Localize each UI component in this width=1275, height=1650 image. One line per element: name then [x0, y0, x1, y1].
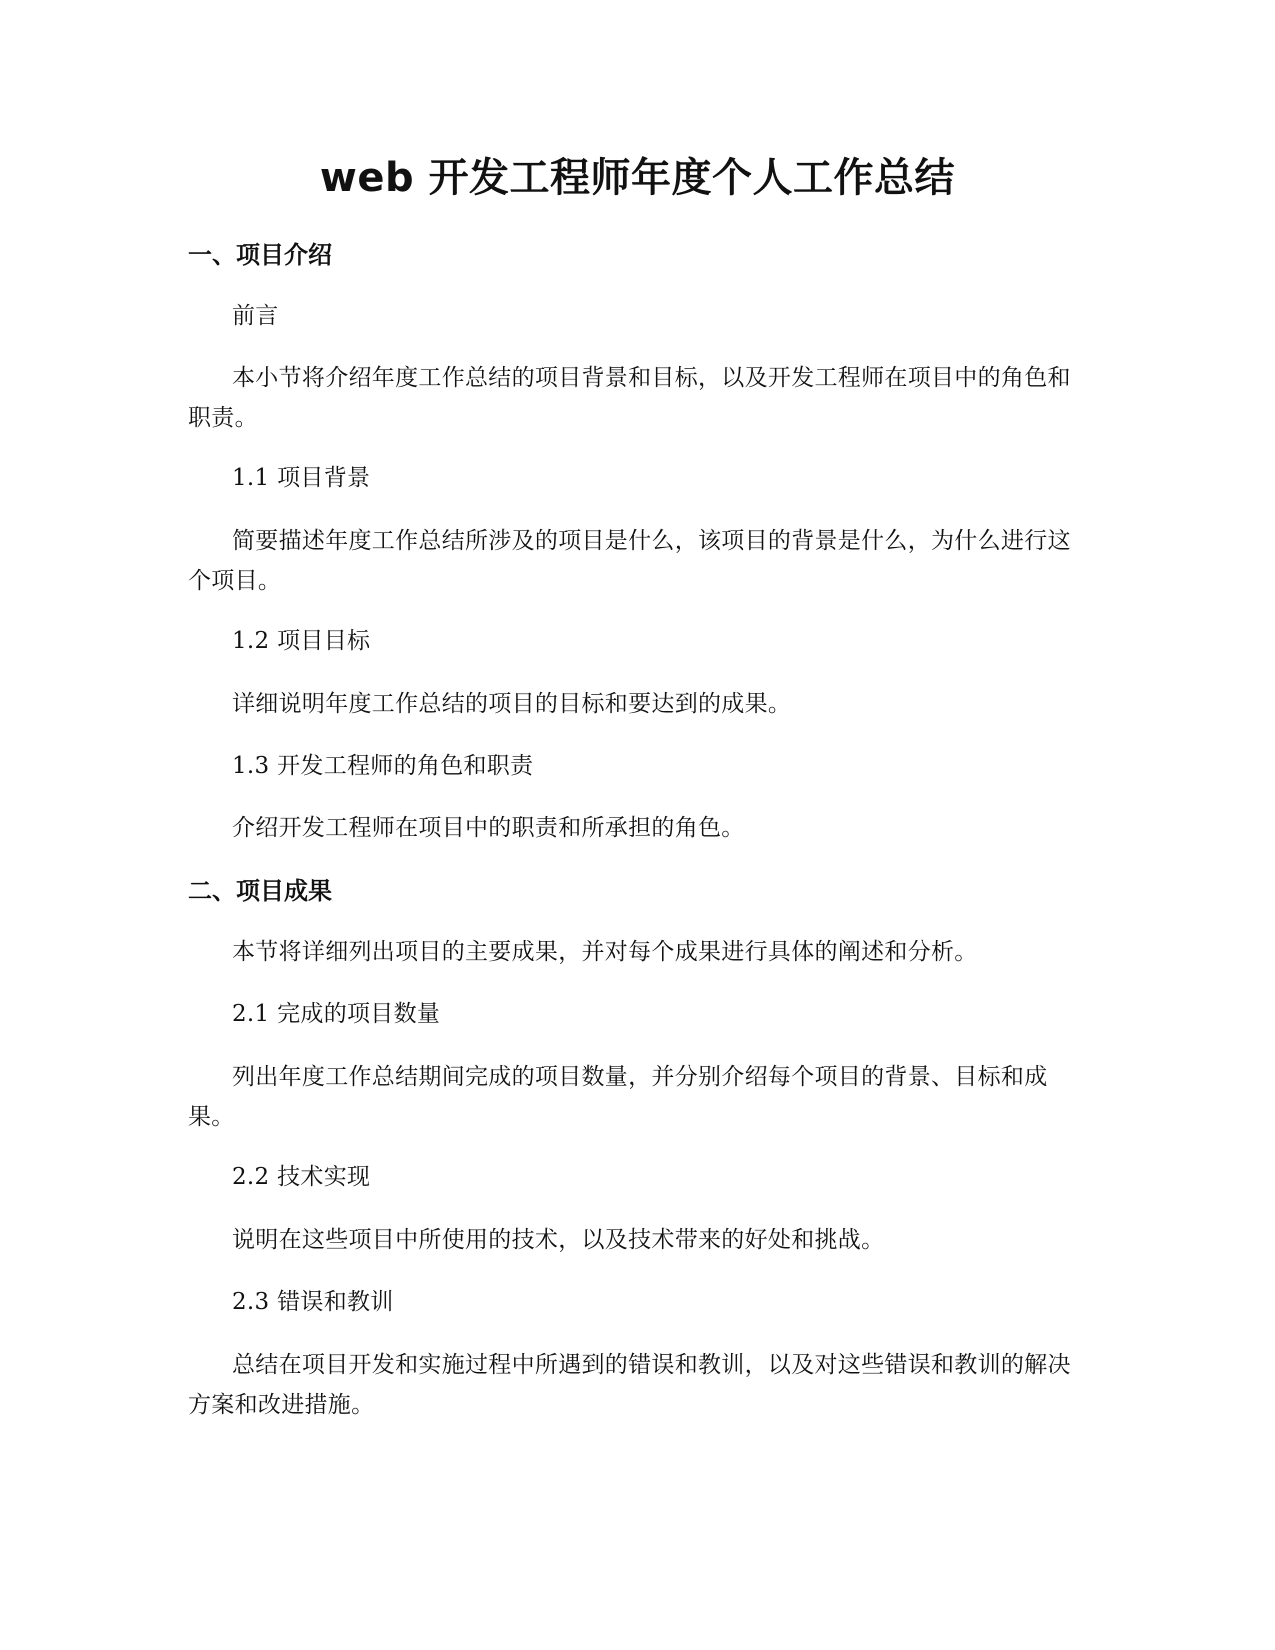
subheading-2-1: 2.1 完成的项目数量: [232, 1001, 441, 1027]
paragraph-goals: 详细说明年度工作总结的项目的目标和要达到的成果。: [232, 691, 792, 717]
paragraph-lessons: 总结在项目开发和实施过程中所遇到的错误和教训，以及对这些错误和教训的解决方案和改进措施。: [188, 1352, 1071, 1418]
section-heading-1: 一、项目介绍: [188, 241, 332, 269]
subheading-1-1: 1.1 项目背景: [232, 465, 371, 491]
paragraph-tech: 说明在这些项目中所使用的技术，以及技术带来的好处和挑战。: [232, 1227, 885, 1253]
paragraph-intro: 本小节将介绍年度工作总结的项目背景和目标，以及开发工程师在项目中的角色和职责。: [188, 365, 1071, 431]
subheading-2-2: 2.2 技术实现: [232, 1164, 371, 1190]
subheading-1-3: 1.3 开发工程师的角色和职责: [232, 753, 534, 779]
paragraph-results-intro: 本节将详细列出项目的主要成果，并对每个成果进行具体的阐述和分析。: [232, 939, 978, 965]
subheading-2-3: 2.3 错误和教训: [232, 1289, 394, 1315]
document-title: web 开发工程师年度个人工作总结: [319, 155, 956, 201]
section-heading-2: 二、项目成果: [188, 877, 332, 905]
subheading-1-2: 1.2 项目目标: [232, 628, 371, 654]
paragraph-project-count: 列出年度工作总结期间完成的项目数量，并分别介绍每个项目的背景、目标和成果。: [188, 1064, 1048, 1130]
paragraph-background: 简要描述年度工作总结所涉及的项目是什么，该项目的背景是什么，为什么进行这个项目。: [188, 528, 1071, 594]
paragraph-role: 介绍开发工程师在项目中的职责和所承担的角色。: [232, 815, 745, 841]
paragraph-preface: 前言: [232, 303, 279, 329]
